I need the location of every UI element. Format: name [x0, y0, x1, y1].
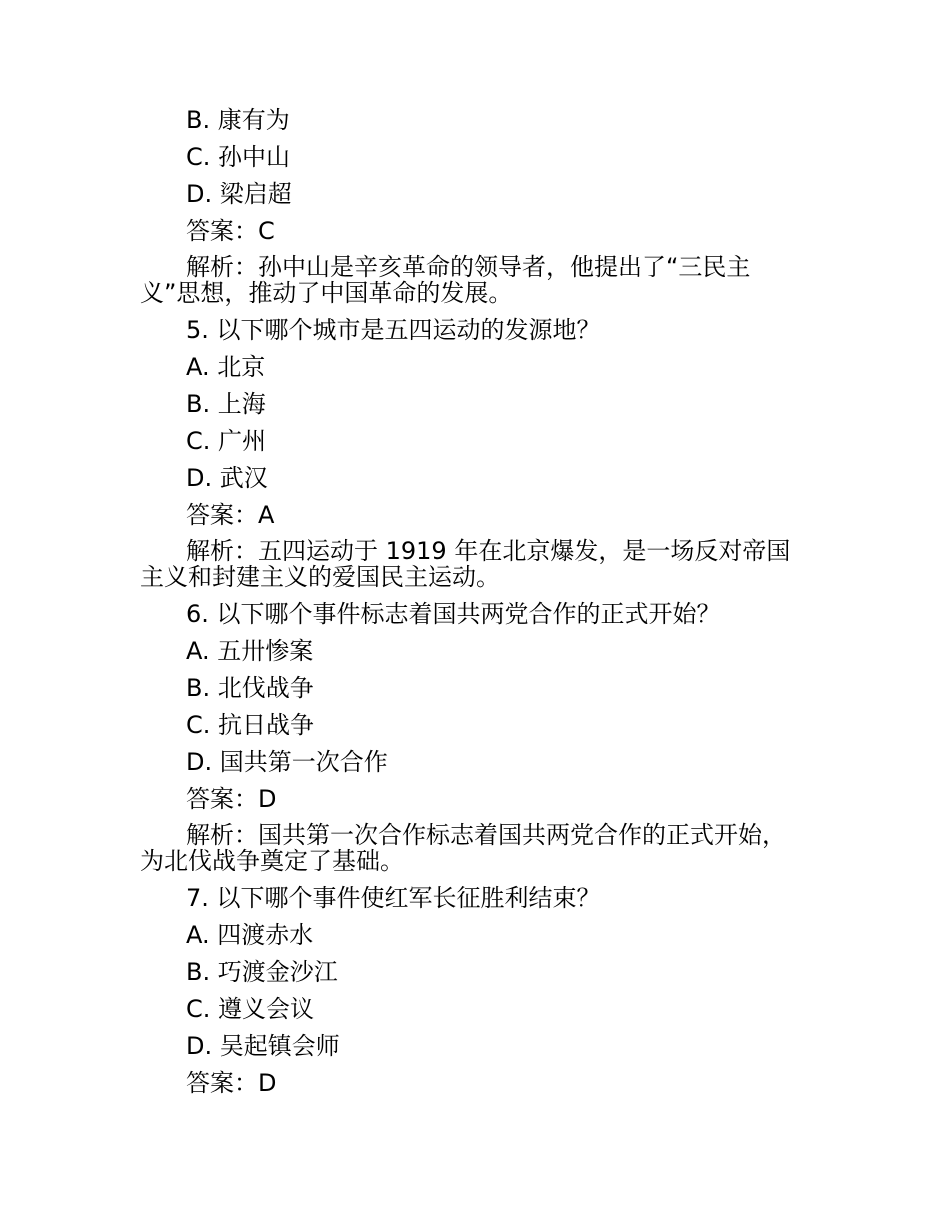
option-b: B. 巧渡金沙江 — [186, 958, 338, 986]
option-c: C. 抗日战争 — [186, 711, 315, 739]
question-6: 6. 以下哪个事件标志着国共两党合作的正式开始？ — [186, 600, 721, 628]
analysis — [140, 538, 810, 590]
option-d: D. 武汉 — [186, 464, 268, 492]
option-a: A. 五卅惨案 — [186, 637, 314, 665]
answer: 答案：C — [186, 217, 275, 245]
quiz-content — [140, 102, 810, 1102]
option-a: A. 四渡赤水 — [186, 921, 314, 949]
analysis-line-1: 解析：五四运动于 1919 年在北京爆发，是一场反对帝国 — [186, 537, 791, 565]
analysis — [140, 822, 810, 874]
answer: 答案：D — [186, 1069, 277, 1097]
option-a: A. 北京 — [186, 353, 266, 381]
analysis-line-1: 解析：国共第一次合作标志着国共两党合作的正式开始， — [186, 821, 786, 849]
option-b: B. 康有为 — [186, 106, 290, 134]
option-d: D. 国共第一次合作 — [186, 748, 388, 776]
option-d: D. 吴起镇会师 — [186, 1032, 340, 1060]
option-b: B. 上海 — [186, 390, 266, 418]
question-7: 7. 以下哪个事件使红军长征胜利结束？ — [186, 884, 601, 912]
option-d: D. 梁启超 — [186, 180, 292, 208]
option-b: B. 北伐战争 — [186, 674, 314, 702]
answer: 答案：A — [186, 501, 275, 529]
analysis-line-2: 主义和封建主义的爱国民主运动。 — [140, 563, 500, 591]
option-c: C. 遵义会议 — [186, 995, 315, 1023]
option-c: C. 孙中山 — [186, 143, 291, 171]
option-c: C. 广州 — [186, 427, 267, 455]
analysis-line-2: 义”思想，推动了中国革命的发展。 — [140, 279, 513, 307]
question-5: 5. 以下哪个城市是五四运动的发源地？ — [186, 316, 601, 344]
analysis-line-2: 为北伐战争奠定了基础。 — [140, 847, 404, 875]
analysis — [140, 254, 810, 306]
analysis-line-1: 解析：孙中山是辛亥革命的领导者，他提出了“三民主 — [186, 253, 751, 281]
answer: 答案：D — [186, 785, 277, 813]
